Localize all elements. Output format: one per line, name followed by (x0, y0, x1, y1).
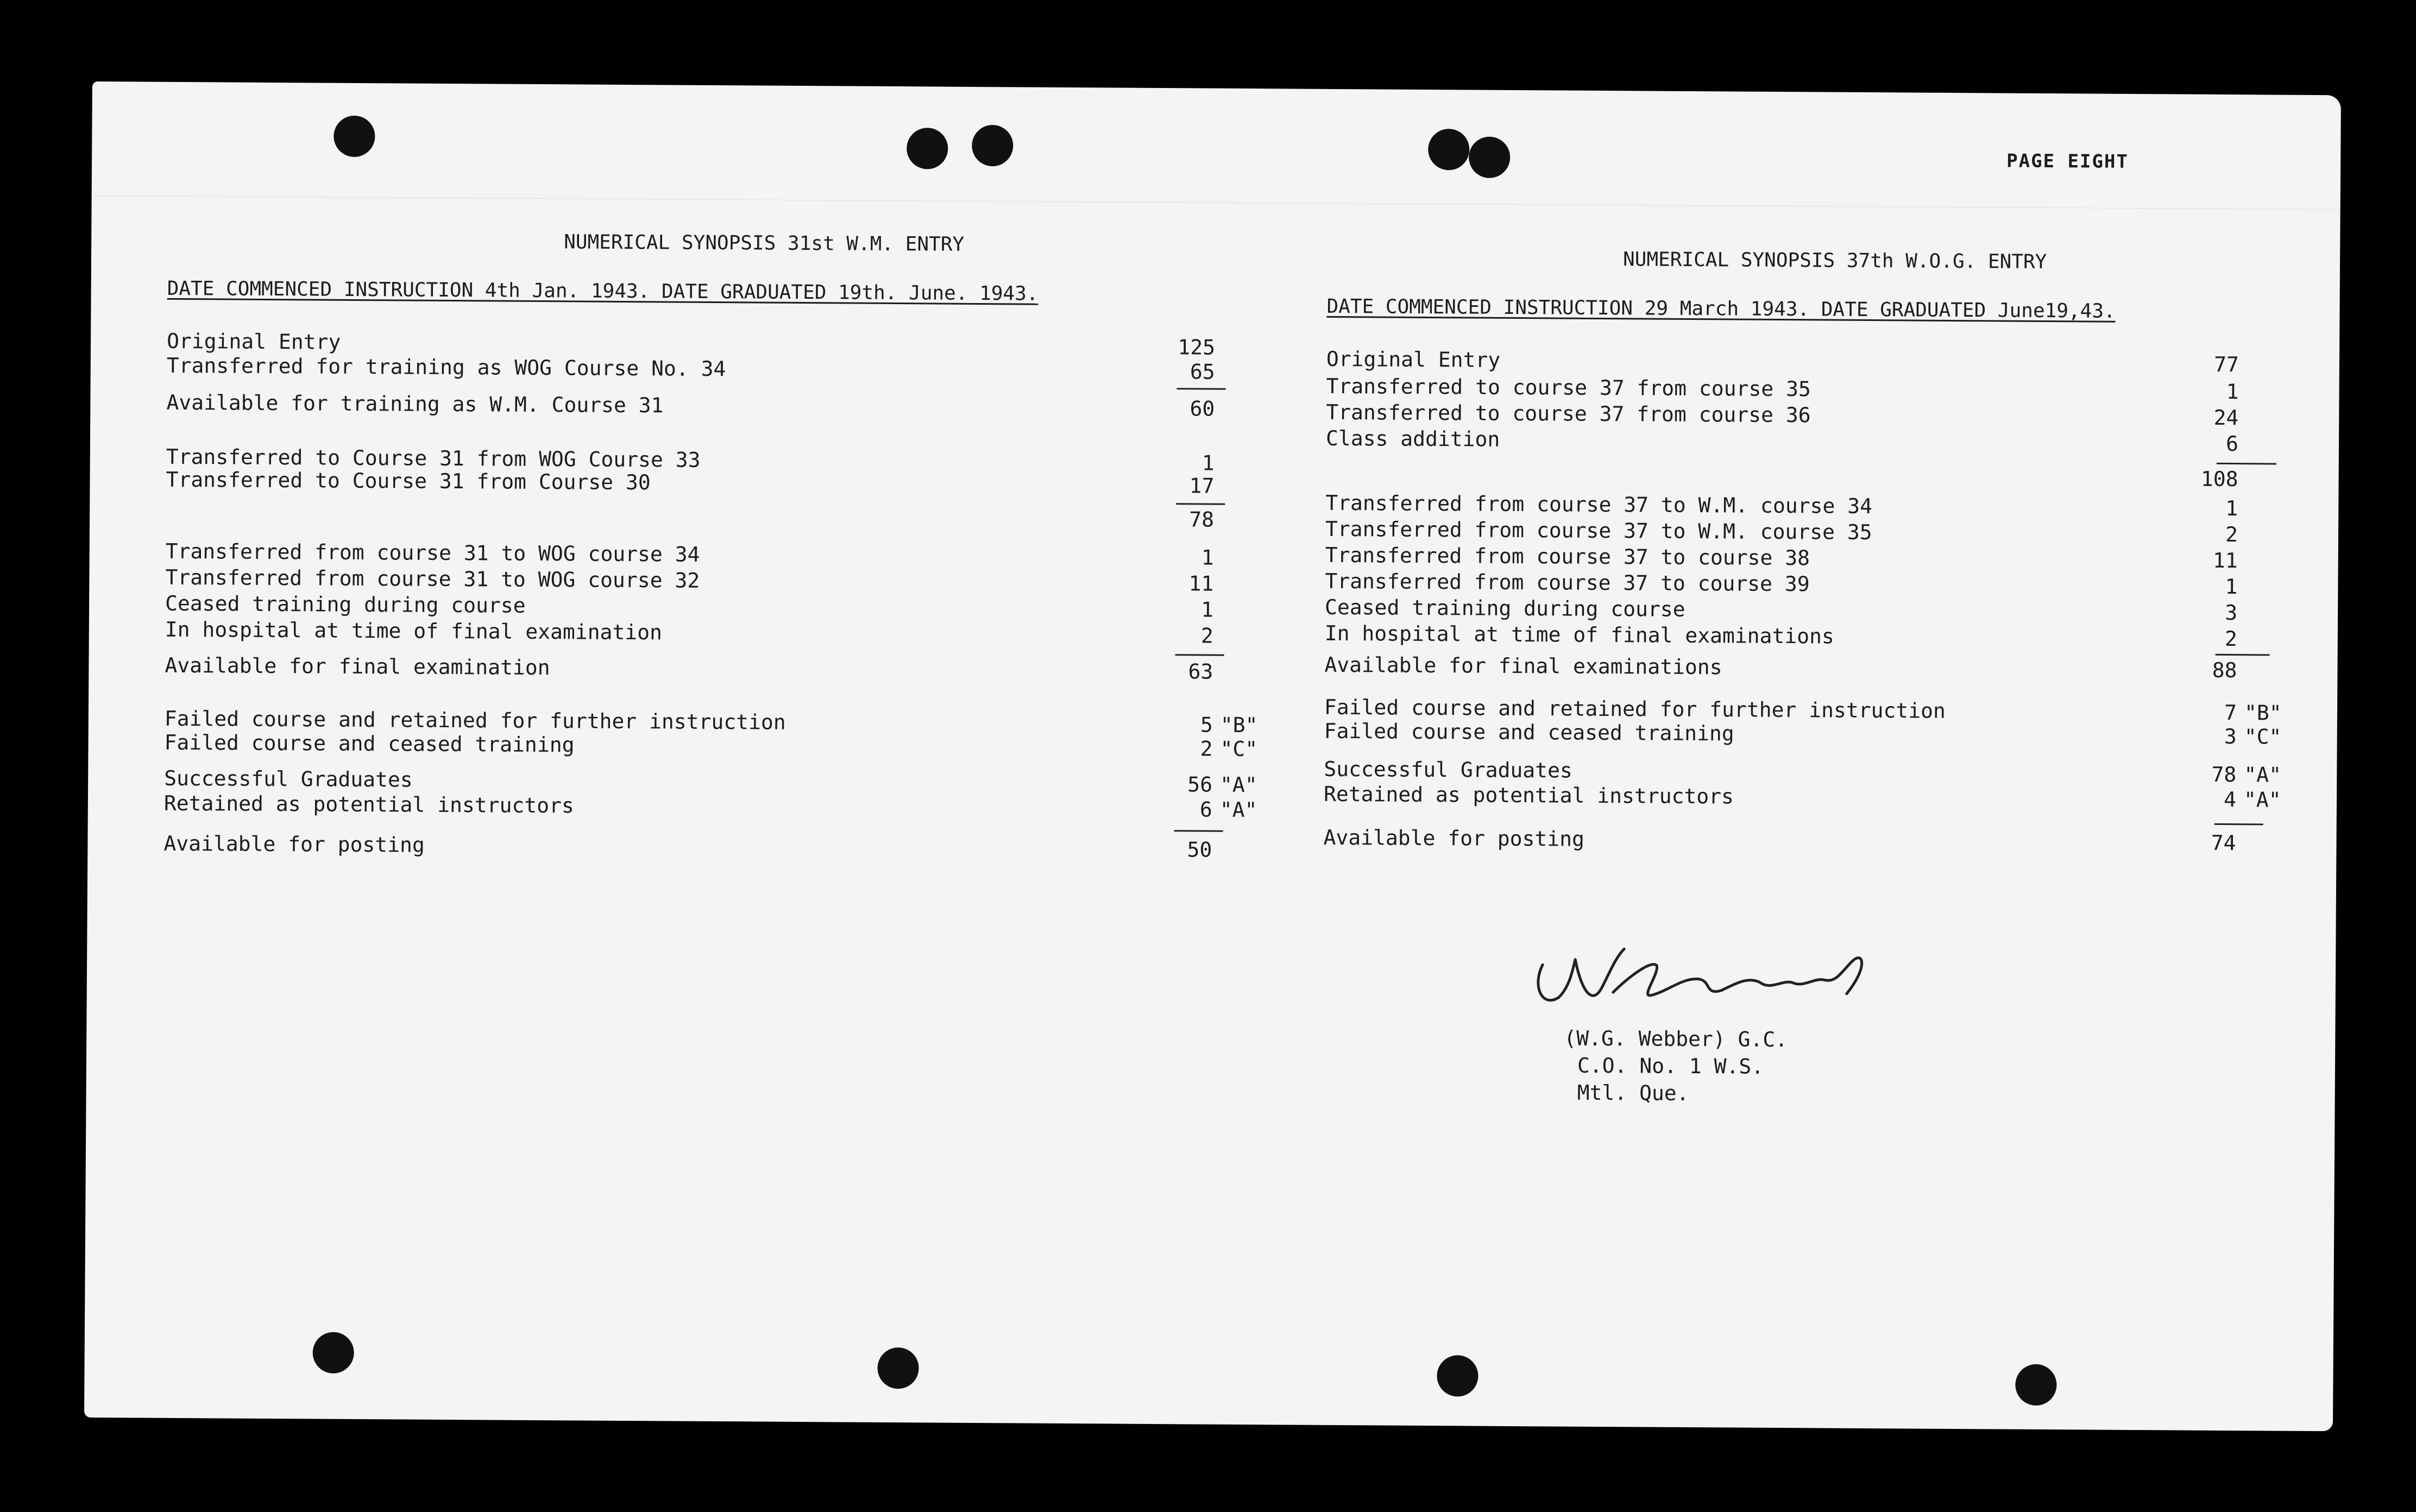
sum-rule (1177, 388, 1226, 390)
sum-rule (1174, 830, 1223, 832)
synopsis-37th-wog (1323, 247, 2299, 855)
list-item: Original Entry 125 (166, 329, 1216, 360)
list-item: Failed course and retained for further instruction 5 "B" (164, 706, 1258, 738)
page-number: PAGE EIGHT (2006, 150, 2129, 173)
top-divider (92, 196, 2340, 210)
list-item: Available for training as W.M. Course 31 60 (166, 390, 1215, 421)
list-item: Transferred to Course 31 from Course 30 17 (166, 467, 1215, 498)
list-item: Ceased training during course 3 (1324, 595, 2238, 625)
list-item: Transferred to course 37 from course 35 1 (1326, 374, 2239, 404)
punch-hole (2015, 1364, 2056, 1406)
list-item: Successful Graduates 78 "A" (1324, 757, 2282, 787)
handwritten-signature (1520, 927, 1901, 1026)
sum-rule (1176, 503, 1225, 505)
list-item: Available for final examination 63 (165, 653, 1213, 684)
list-item: Transferred from course 37 to course 39 1 (1325, 569, 2238, 599)
sum-rule (2214, 823, 2263, 826)
list-item: Transferred for training as WOG Course No. 34 65 (166, 353, 1215, 384)
list-item: Transferred from course 31 to WOG course 32 11 (165, 565, 1214, 596)
sum-rule (2216, 654, 2270, 656)
date-line: DATE COMMENCED INSTRUCTION 4th Jan. 1943. DATE GRADUATED 19th. June. 1943. (167, 277, 1039, 305)
list-item: Successful Graduates 56 "A" (164, 766, 1257, 797)
list-item: Transferred from course 37 to W.M. course 34 1 (1325, 490, 2238, 521)
sum-rule (1175, 654, 1224, 656)
punch-hole (1428, 129, 1469, 170)
punch-hole (334, 116, 375, 157)
list-item: Available for posting 50 (163, 831, 1212, 862)
list-item: 78 (1189, 507, 1215, 532)
list-item: Transferred to Course 31 from WOG Course 33 1 (166, 444, 1215, 475)
date-line: DATE COMMENCED INSTRUCTION 29 March 1943. DATE GRADUATED June19,43. (1326, 295, 2116, 323)
list-item: In hospital at time of final examination 2 (165, 617, 1213, 648)
list-item: Transferred from course 37 to course 38 11 (1325, 543, 2238, 573)
signatory-name: (W.G. Webber) G.C. (1564, 1026, 1788, 1052)
signatory-unit: C.O. No. 1 W.S. (1577, 1053, 1764, 1079)
list-item: Available for posting 74 (1323, 825, 2236, 855)
punch-hole (877, 1347, 918, 1389)
list-item: Failed course and ceased training 3 "C" (1324, 719, 2282, 749)
section-heading: NUMERICAL SYNOPSIS 31st W.M. ENTRY (564, 231, 965, 256)
list-item: Retained as potential instructors 4 "A" (1323, 782, 2281, 812)
sum-rule (2217, 463, 2276, 465)
punch-hole (972, 125, 1013, 166)
list-item: Ceased training during course 1 (165, 591, 1214, 622)
punch-hole (1437, 1355, 1478, 1396)
list-item: Original Entry 77 (1326, 346, 2239, 377)
punch-hole (312, 1332, 354, 1374)
list-item: Retained as potential instructors 6 "A" (163, 791, 1257, 822)
punch-hole (907, 128, 948, 169)
list-item: 108 (2200, 467, 2238, 492)
list-item: Transferred from course 37 to W.M. course 35 2 (1325, 516, 2238, 547)
punch-hole (1469, 136, 1510, 178)
list-item: Failed course and retained for further instruction 7 "B" (1324, 695, 2282, 725)
list-item: Available for final examinations 88 (1324, 652, 2237, 683)
list-item: Transferred from course 31 to WOG course 34 1 (165, 539, 1214, 570)
signature-block (1564, 1025, 1788, 1108)
synopsis-31st-wm (163, 229, 1275, 862)
list-item: Failed course and ceased training 2 "C" (164, 730, 1258, 761)
signatory-location: Mtl. Que. (1577, 1080, 1689, 1105)
document-sheet (84, 81, 2341, 1431)
list-item: In hospital at time of final examinations 2 (1324, 621, 2237, 651)
list-item: Transferred to course 37 from course 36 24 (1326, 400, 2239, 430)
list-item: Class addition 6 (1325, 426, 2239, 456)
section-heading: NUMERICAL SYNOPSIS 37th W.O.G. ENTRY (1622, 248, 2047, 273)
